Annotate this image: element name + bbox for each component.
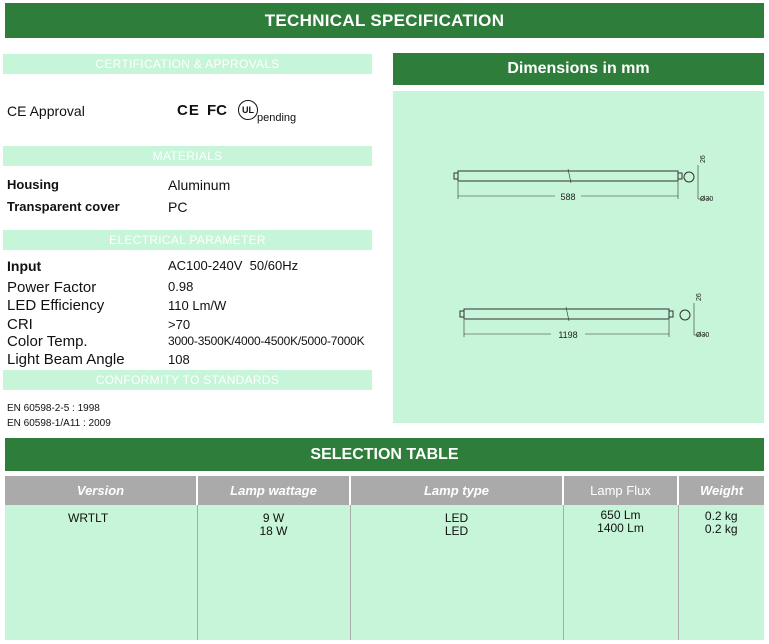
flux-cell	[563, 505, 678, 640]
header-version: Version	[5, 476, 197, 505]
cover-value: PC	[168, 199, 188, 215]
led-efficiency-value: 110 Lm/W	[168, 298, 227, 313]
weight-cell	[678, 505, 764, 640]
color-temp-label: Color Temp.	[7, 333, 88, 350]
type-value: LED	[444, 524, 469, 538]
type-cell	[350, 505, 563, 640]
standard-item: EN 60598-2-5 : 1998	[7, 403, 100, 414]
standards-heading-text: CONFORMITY TO STANDARDS	[95, 373, 280, 387]
cover-label: Transparent cover	[7, 199, 120, 214]
flux-value: 650 Lm	[600, 508, 641, 522]
tube1-height-label: 26	[700, 155, 707, 163]
certification-heading	[3, 54, 372, 74]
wattage-value: 9 W	[262, 511, 285, 525]
selection-title: SELECTION TABLE	[310, 446, 459, 463]
tube-section-circle	[680, 310, 690, 320]
power-factor-value: 0.98	[168, 279, 194, 294]
tube-end-cap	[460, 311, 464, 317]
wattage-value: 18 W	[259, 524, 288, 538]
materials-heading-text: MATERIALS	[152, 149, 223, 163]
dimensions-heading-text: Dimensions in mm	[507, 60, 650, 77]
cri-value: >70	[168, 317, 191, 332]
ul-mark-text: UL	[242, 105, 254, 115]
tube-short-drawing	[454, 165, 711, 199]
version-value: WRTLT	[68, 511, 109, 525]
input-label: Input	[7, 258, 42, 274]
ul-mark-icon	[238, 100, 258, 120]
dimensions-panel	[393, 91, 764, 423]
selection-table	[5, 476, 764, 640]
wattage-cell	[197, 505, 350, 640]
beam-angle-value: 108	[168, 352, 190, 367]
certification-marks	[177, 100, 317, 128]
standards-heading	[3, 370, 372, 390]
dimensions-heading	[393, 53, 764, 85]
tube-drawings	[393, 91, 764, 423]
tube-long-drawing	[460, 303, 710, 339]
housing-label: Housing	[7, 177, 59, 192]
title-banner	[5, 3, 764, 38]
tube1-length-label: 588	[560, 192, 576, 202]
type-value: LED	[444, 511, 469, 525]
standard-item: EN 60598-1/A11 : 2009	[7, 418, 111, 429]
tube1-diameter-label: Ø30	[700, 196, 714, 203]
electrical-heading-text: ELECTRICAL PARAMETER	[109, 233, 266, 247]
flux-value: 1400 Lm	[597, 521, 644, 535]
header-wattage: Lamp wattage	[197, 476, 350, 505]
tube2-height-label: 26	[696, 293, 703, 301]
tube2-length-label: 1198	[558, 330, 578, 340]
tube-end-cap	[454, 173, 458, 179]
header-weight: Weight	[678, 476, 764, 505]
electrical-heading	[3, 230, 372, 250]
table-header-row	[5, 476, 764, 505]
input-value: AC100-240V 50/60Hz	[168, 258, 299, 273]
header-flux: Lamp Flux	[563, 476, 678, 505]
page-title: TECHNICAL SPECIFICATION	[264, 11, 505, 30]
fc-mark-icon: FC	[207, 102, 227, 119]
header-type: Lamp type	[350, 476, 563, 505]
materials-heading	[3, 146, 372, 166]
housing-value: Aluminum	[168, 177, 231, 193]
table-row	[5, 505, 764, 640]
pending-label: pending	[257, 112, 297, 124]
color-temp-value: 3000-3500K/4000-4500K/5000-7000K	[168, 334, 365, 348]
tube-body	[458, 171, 678, 181]
ce-approval-label: CE Approval	[7, 103, 85, 119]
power-factor-label: Power Factor	[7, 279, 97, 296]
ce-mark-icon: CE	[177, 102, 200, 119]
weight-value: 0.2 kg	[704, 522, 738, 536]
selection-banner	[5, 438, 764, 471]
led-efficiency-label: LED Efficiency	[7, 297, 105, 314]
cri-label: CRI	[7, 316, 33, 333]
tube-end-cap	[669, 311, 673, 317]
tube-section-circle	[684, 172, 694, 182]
tube2-diameter-label: Ø30	[696, 332, 710, 339]
weight-value: 0.2 kg	[704, 509, 738, 523]
certification-heading-text: CERTIFICATION & APPROVALS	[95, 57, 280, 71]
tube-end-cap	[678, 173, 682, 179]
version-cell	[5, 505, 197, 640]
beam-angle-label: Light Beam Angle	[7, 351, 125, 368]
